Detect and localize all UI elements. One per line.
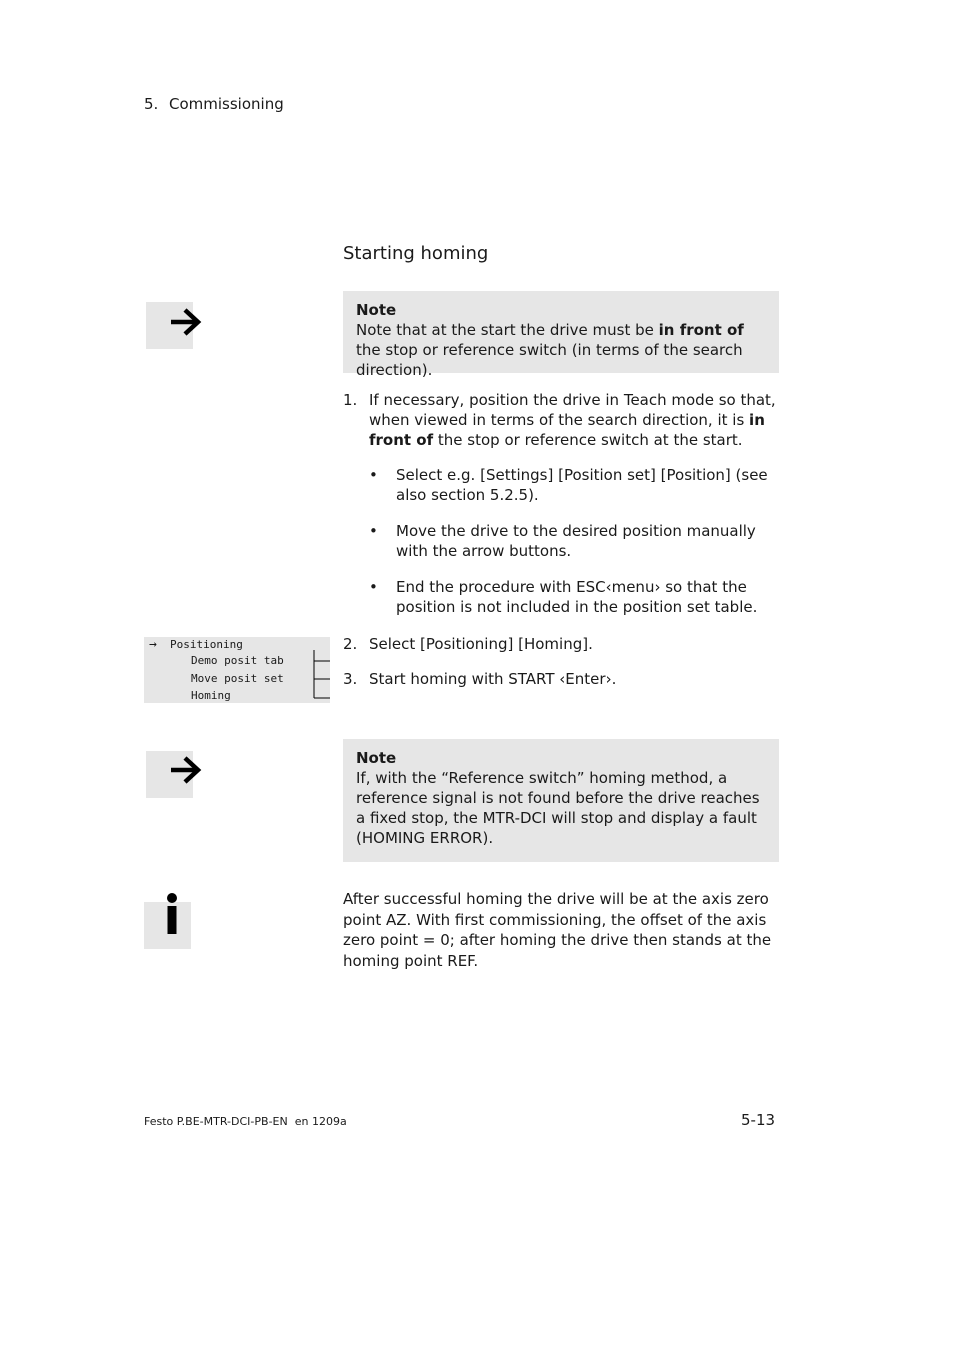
step-item — [343, 390, 783, 617]
menu-item: Move posit set — [191, 672, 284, 685]
note-text: Note that at the start the drive must be in front of the stop or reference switch (in terms of the search direction). — [356, 321, 744, 379]
arrow-right-icon — [146, 302, 193, 349]
chapter-title: Commissioning — [169, 95, 284, 113]
bullet-item: • End the procedure with ESC‹menu› so that the position is not included in the position set table. — [369, 578, 758, 616]
note-title: Note — [356, 749, 397, 767]
menu-arrow-icon: → — [149, 637, 157, 652]
menu-item: Demo posit tab — [191, 654, 284, 667]
step-item — [343, 634, 783, 654]
info-icon — [144, 902, 191, 949]
note-text: If, with the “Reference switch” homing method, a reference signal is not found before the drive reaches a fixed stop, the MTR-DCI will stop and display a fault (HOMING ERROR). — [356, 769, 760, 847]
step-number: 3. — [343, 670, 358, 688]
chapter-header — [144, 95, 284, 113]
bullet-item: • Select e.g. [Settings] [Position set] [Position] (see also section 5.2.5). — [369, 466, 768, 504]
menu-item: Homing — [191, 689, 231, 702]
bullet-item: • Move the drive to the desired position manually with the arrow buttons. — [369, 522, 756, 560]
arrow-right-icon — [146, 751, 193, 798]
footer-doc-id: Festo P.BE-MTR-DCI-PB-EN en 1209a — [144, 1115, 347, 1128]
step-number: 2. — [343, 635, 358, 653]
step-text: If necessary, position the drive in Teach mode so that, when viewed in terms of the search direction, it is in front of the stop or reference switch at the start. — [369, 391, 776, 449]
step-number: 1. — [343, 391, 358, 409]
menu-display — [144, 637, 330, 703]
chapter-number: 5. — [144, 95, 159, 113]
note-title: Note — [356, 301, 397, 319]
step-text: Start homing with START ‹Enter›. — [369, 670, 617, 688]
page-number: 5-13 — [741, 1111, 776, 1129]
menu-root: Positioning — [170, 638, 243, 651]
step-list — [343, 390, 783, 617]
step-text: Select [Positioning] [Homing]. — [369, 635, 593, 653]
note-box — [343, 291, 779, 379]
step-item — [343, 669, 783, 689]
note-box — [343, 739, 779, 862]
section-title: Starting homing — [343, 243, 489, 264]
info-text: After successful homing the drive will be at the axis zero point AZ. With first commissioning, the offset of the axis zero point = 0; after homing the drive then stands at the homing point REF. — [343, 890, 772, 970]
